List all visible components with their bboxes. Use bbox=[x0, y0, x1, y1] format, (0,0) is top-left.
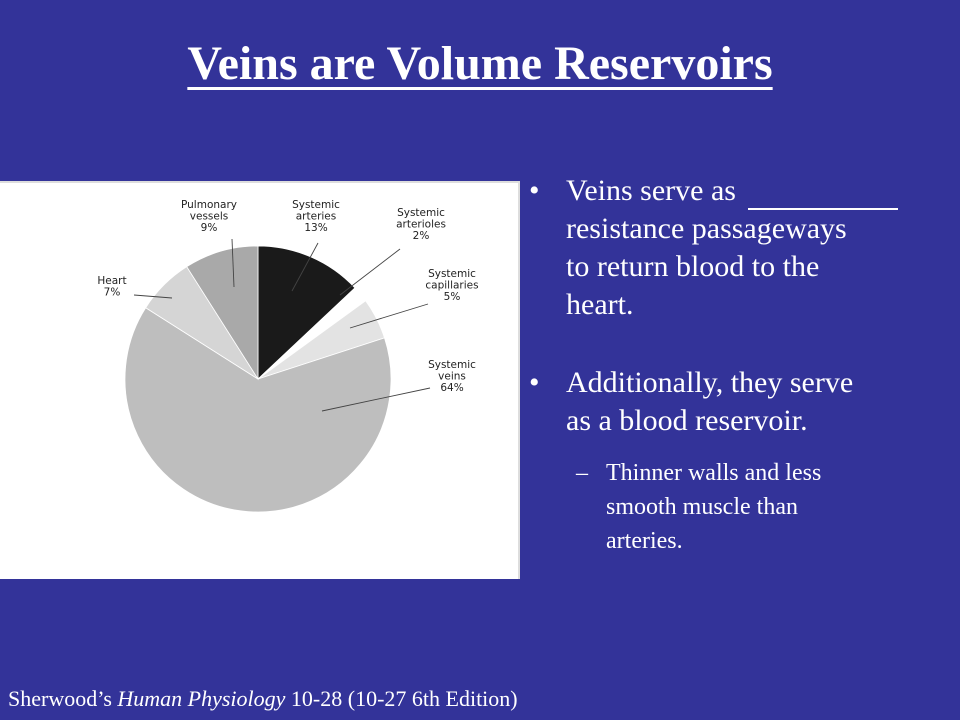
bullet-2-line-1: Additionally, they serve bbox=[566, 366, 854, 399]
fill-in-blank bbox=[748, 182, 898, 210]
bullet-1-line-2: resistance passageways bbox=[566, 212, 847, 245]
sub-bullet-line-1: Thinner walls and less bbox=[606, 460, 822, 486]
citation bbox=[8, 686, 518, 712]
slide-title bbox=[0, 38, 960, 91]
citation-book-title: Human Physiology bbox=[117, 686, 286, 711]
pie-label-pulmonary-vessels: Pulmonary vessels 9% bbox=[181, 199, 237, 234]
sub-bullet-dash: – bbox=[576, 460, 588, 486]
pie-slices bbox=[125, 246, 391, 512]
bullet-1-line-4: heart. bbox=[566, 288, 634, 321]
slide-title-text: Veins are Volume Reservoirs bbox=[187, 37, 773, 90]
pie-label-systemic-veins: Systemic veins 64% bbox=[428, 359, 476, 394]
sub-bullet-line-3: arteries. bbox=[606, 528, 683, 554]
sub-bullet-line-2: smooth muscle than bbox=[606, 494, 798, 520]
sub-bullet-thinner-walls bbox=[527, 456, 952, 558]
pie-label-heart: Heart 7% bbox=[97, 275, 127, 299]
pie-chart bbox=[0, 183, 520, 581]
bullet-dot: • bbox=[529, 174, 540, 207]
bullet-1-line-3: to return blood to the bbox=[566, 250, 820, 283]
bullet-dot: • bbox=[529, 366, 540, 399]
citation-author: Sherwood’s bbox=[8, 686, 118, 711]
bullet-2-line-2: as a blood reservoir. bbox=[566, 404, 808, 437]
citation-figure-ref: 10-28 (10-27 6th Edition) bbox=[285, 686, 518, 711]
pie-label-systemic-arterioles: Systemic arterioles 2% bbox=[396, 207, 446, 242]
leader-line-systemic-arterioles bbox=[340, 249, 400, 295]
bullet-blood-reservoir bbox=[527, 364, 952, 440]
bullet-list bbox=[527, 172, 952, 558]
pie-label-systemic-capillaries: Systemic capillaries 5% bbox=[425, 268, 479, 303]
pie-chart-panel bbox=[0, 181, 520, 579]
bullet-1-lead: Veins serve as bbox=[566, 174, 736, 207]
pie-label-systemic-arteries: Systemic arteries 13% bbox=[292, 199, 340, 234]
bullet-veins-resistance bbox=[527, 172, 952, 324]
